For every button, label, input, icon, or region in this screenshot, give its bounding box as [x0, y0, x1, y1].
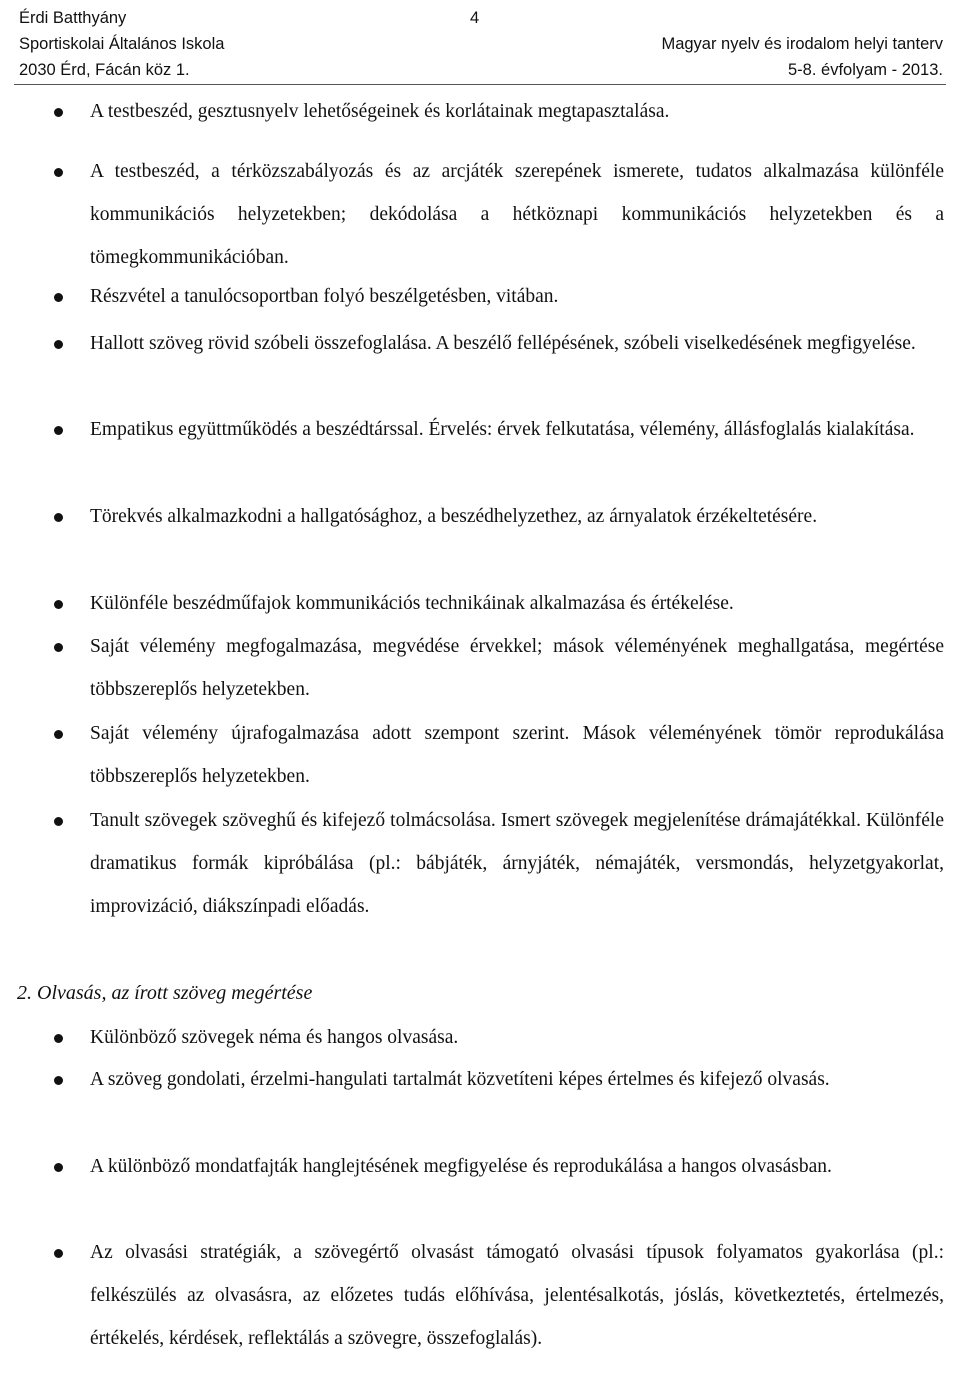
list-item-text: Empatikus együttműködés a beszédtárssal. Érvelés: érvek felkutatása, vélemény, állásfoglalás kialakítása. [90, 419, 915, 440]
list-item [90, 713, 944, 799]
section-heading: 2. Olvasás, az írott szöveg megértése [17, 982, 313, 1004]
list-item-text: Tanult szövegek szöveghű és kifejező tolmácsolása. Ismert szövegek megjelenítése drámajátékkal. Különféle dramatikus formák kipróbálása (pl.: bábjáték, árnyjáték, némajáték, versmondás, helyzetgyakorlat, improvizáció, diákszínpadi előadás. [90, 810, 944, 917]
bullet-icon [54, 108, 63, 117]
school-address: 2030 Érd, Fácán köz 1. [19, 61, 190, 79]
list-item-text: Hallott szöveg rövid szóbeli összefoglalása. A beszélő fellépésének, szóbeli viselkedésének megfigyelése. [90, 333, 916, 354]
list-item-text: Részvétel a tanulócsoportban folyó beszélgetésben, vitában. [90, 286, 559, 307]
page-header [14, 4, 946, 85]
list-item [90, 276, 944, 319]
grade-range: 5-8. évfolyam - 2013. [788, 61, 943, 79]
list-item [90, 800, 944, 928]
bullet-icon [54, 643, 63, 652]
bullet-icon [54, 426, 63, 435]
curriculum-title: Magyar nyelv és irodalom helyi tanterv [661, 35, 943, 53]
bullet-icon [54, 293, 63, 302]
list-item [90, 626, 944, 712]
list-item [90, 496, 944, 539]
bullet-icon [54, 513, 63, 522]
list-item [90, 1232, 944, 1360]
bullet-icon [54, 1249, 63, 1258]
bullet-icon [54, 600, 63, 609]
bullet-icon [54, 1076, 63, 1085]
list-item [90, 1017, 944, 1060]
list-item [90, 409, 944, 452]
list-item [90, 91, 944, 134]
list-item-text: Különféle beszédműfajok kommunikációs technikáinak alkalmazása és értékelése. [90, 593, 734, 614]
bullet-icon [54, 1034, 63, 1043]
list-item-text: A különböző mondatfajták hanglejtésének megfigyelése és reprodukálása a hangos olvasásban. [90, 1156, 832, 1177]
list-item-text: A testbeszéd, a térközszabályozás és az arcjáték szerepének ismerete, tudatos alkalmazása különféle kommunikációs helyzetekben; dekódolása a hétköznapi kommunikációs helyzetekben és a tömegkommunikációban. [90, 161, 944, 268]
list-item [90, 323, 944, 366]
school-type: Sportiskolai Általános Iskola [19, 35, 225, 53]
list-item-text: A testbeszéd, gesztusnyelv lehetőségeinek és korlátainak megtapasztalása. [90, 101, 670, 122]
bullet-icon [54, 168, 63, 177]
bullet-icon [54, 730, 63, 739]
bullet-icon [54, 817, 63, 826]
list-item [90, 151, 944, 279]
list-item [90, 1059, 944, 1102]
list-item [90, 583, 944, 626]
list-item-text: Különböző szövegek néma és hangos olvasása. [90, 1027, 459, 1048]
list-item-text: Saját vélemény megfogalmazása, megvédése érvekkel; mások véleményének meghallgatása, megértése többszereplős helyzetekben. [90, 636, 944, 700]
list-item-text: Az olvasási stratégiák, a szövegértő olvasást támogató olvasási típusok folyamatos gyakorlása (pl.: felkészülés az olvasásra, az előzetes tudás előhívása, jelentésalkotás, jóslás, következtetés, értelmezés, értékelés, kérdések, reflektálás a szövegre, összefoglalás). [90, 1242, 944, 1349]
school-name: Érdi Batthyány [19, 9, 127, 27]
list-item-text: Törekvés alkalmazkodni a hallgatósághoz, a beszédhelyzethez, az árnyalatok érzékeltetésére. [90, 506, 818, 527]
list-item-text: Saját vélemény újrafogalmazása adott szempont szerint. Mások véleményének tömör reprodukálása többszereplős helyzetekben. [90, 723, 944, 787]
bullet-icon [54, 1163, 63, 1172]
list-item-text: A szöveg gondolati, érzelmi-hangulati tartalmát közvetíteni képes értelmes és kifejező olvasás. [90, 1069, 830, 1090]
bullet-icon [54, 340, 63, 349]
list-item [90, 1146, 944, 1189]
page-number: 4 [470, 9, 480, 27]
